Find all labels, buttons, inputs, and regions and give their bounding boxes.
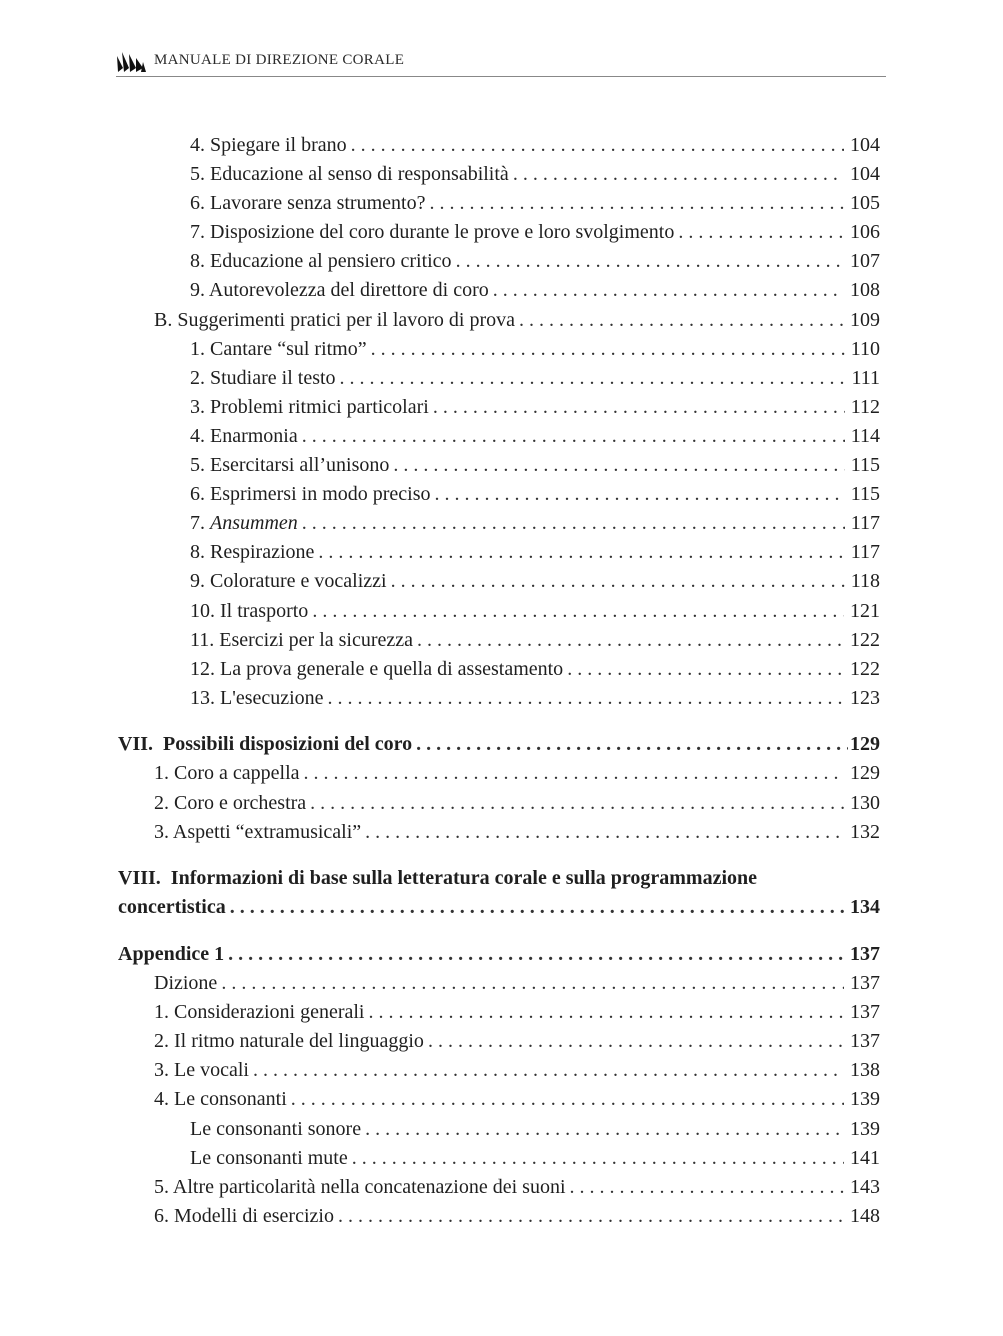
toc-entry-label: Modelli di esercizio bbox=[174, 1204, 334, 1227]
toc-entry-title bbox=[190, 597, 308, 626]
toc-entry-label: Le vocali bbox=[174, 1059, 249, 1082]
toc-entry-label: Dizione bbox=[154, 972, 218, 995]
toc-entry-label: La prova generale e quella di assestamento bbox=[220, 657, 564, 680]
toc-entry-label: Studiare il testo bbox=[210, 366, 336, 389]
toc-entry bbox=[118, 538, 880, 567]
toc-entry-number: 7. bbox=[190, 512, 205, 535]
toc-entry-label: Lavorare senza strumento? bbox=[210, 192, 426, 215]
toc-entry-number: 9. bbox=[190, 279, 205, 302]
toc-entry bbox=[118, 626, 880, 655]
toc-entry-title bbox=[190, 247, 452, 276]
running-header-title: MANUALE DI DIREZIONE CORALE bbox=[154, 52, 405, 68]
dot-leader bbox=[328, 684, 844, 713]
toc-entry-title bbox=[190, 1144, 348, 1173]
toc-entry-label: Esercizi per la sicurezza bbox=[219, 628, 414, 651]
toc-entry-label: Problemi ritmici particolari bbox=[210, 395, 429, 418]
dot-leader bbox=[302, 422, 845, 451]
toc-page-number: 109 bbox=[850, 308, 880, 331]
page-header bbox=[116, 44, 886, 77]
toc-entry bbox=[118, 335, 880, 364]
dot-leader bbox=[310, 789, 844, 818]
dot-leader bbox=[428, 1027, 844, 1056]
toc-entry-title bbox=[154, 789, 306, 818]
dot-leader bbox=[228, 940, 848, 969]
toc-page-number: 117 bbox=[850, 512, 880, 535]
toc-entry bbox=[118, 730, 880, 759]
toc-entry-number: 3. bbox=[154, 820, 169, 843]
dot-leader bbox=[433, 393, 845, 422]
dot-leader bbox=[253, 1056, 844, 1085]
toc-entry-title bbox=[154, 1173, 566, 1202]
dot-leader bbox=[291, 1085, 844, 1114]
toc-entry-title bbox=[190, 684, 324, 713]
toc-entry-number: 11. bbox=[190, 628, 215, 651]
toc-entry-title bbox=[118, 893, 226, 922]
toc-entry-title bbox=[190, 189, 425, 218]
toc-entry-title bbox=[154, 306, 515, 335]
toc-entry-number: VII. bbox=[118, 733, 154, 756]
toc-entry-label: Educazione al senso di responsabilità bbox=[210, 163, 509, 186]
toc-entry-label: Le consonanti sonore bbox=[190, 1117, 362, 1140]
toc-entry bbox=[118, 1173, 880, 1202]
dot-leader bbox=[302, 509, 845, 538]
toc-entry bbox=[118, 567, 880, 596]
toc-entry-number: 3. bbox=[154, 1059, 169, 1082]
dot-leader bbox=[371, 335, 845, 364]
toc-page-number: 122 bbox=[850, 628, 880, 651]
toc-entry bbox=[118, 131, 880, 160]
toc-page-number: 105 bbox=[850, 192, 880, 215]
toc-page-number: 134 bbox=[850, 896, 880, 919]
toc-entry-label: Possibili disposizioni del coro bbox=[163, 733, 413, 756]
dot-leader bbox=[230, 893, 848, 922]
toc-entry bbox=[118, 759, 880, 788]
toc-entry-label: Appendice 1 bbox=[118, 942, 225, 965]
dot-leader bbox=[567, 655, 844, 684]
dot-leader bbox=[318, 538, 844, 567]
toc-entry-title bbox=[154, 818, 361, 847]
toc-entry-title bbox=[190, 422, 298, 451]
dot-leader bbox=[493, 276, 844, 305]
toc-entry-label: Ansummen bbox=[210, 512, 298, 535]
toc-entry-title bbox=[154, 1027, 424, 1056]
toc-entry-title bbox=[190, 335, 367, 364]
toc-entry-title bbox=[190, 364, 336, 393]
toc-entry-title bbox=[118, 940, 224, 969]
toc-entry-number: 10. bbox=[190, 599, 215, 622]
toc-entry-label: L'esecuzione bbox=[220, 686, 324, 709]
toc-entry-number: 4. bbox=[190, 424, 205, 447]
toc-page-number: 137 bbox=[850, 942, 880, 965]
toc-entry-label: Il trasporto bbox=[220, 599, 309, 622]
toc-page-number: 122 bbox=[850, 657, 880, 680]
toc-entry-number: 1. bbox=[154, 762, 169, 785]
toc-page-number: 115 bbox=[850, 454, 880, 477]
toc-page-number: 139 bbox=[850, 1117, 880, 1140]
toc-entry-title bbox=[190, 538, 314, 567]
toc-entry-number: 5. bbox=[154, 1175, 169, 1198]
toc-page-number: 137 bbox=[850, 1030, 880, 1053]
toc-entry-title bbox=[190, 509, 298, 538]
toc-entry-number: 1. bbox=[154, 1001, 169, 1024]
toc-page-number: 114 bbox=[850, 424, 880, 447]
dot-leader bbox=[391, 567, 845, 596]
dot-leader bbox=[570, 1173, 844, 1202]
toc-entry-number: 9. bbox=[190, 570, 205, 593]
toc-entry-title bbox=[190, 626, 413, 655]
toc-entry-label: Altre particolarità nella concatenazione dei suoni bbox=[172, 1175, 566, 1198]
dot-leader bbox=[369, 998, 845, 1027]
toc-entry bbox=[118, 893, 880, 922]
toc-entry-title bbox=[154, 1202, 334, 1231]
toc-page-number: 123 bbox=[850, 686, 880, 709]
toc-entry bbox=[118, 864, 880, 893]
toc-entry bbox=[118, 393, 880, 422]
toc-entry-number: 5. bbox=[190, 163, 205, 186]
toc-entry bbox=[118, 218, 880, 247]
toc-entry-title bbox=[190, 451, 389, 480]
toc-entry-number: 8. bbox=[190, 250, 205, 273]
toc-entry bbox=[118, 480, 880, 509]
toc-entry-title bbox=[190, 655, 563, 684]
toc-entry bbox=[118, 940, 880, 969]
dot-leader bbox=[338, 1202, 844, 1231]
toc-entry bbox=[118, 655, 880, 684]
toc-page-number: 108 bbox=[850, 279, 880, 302]
toc-page-number: 104 bbox=[850, 163, 880, 186]
dot-leader bbox=[435, 480, 845, 509]
toc-entry-number: 2. bbox=[154, 791, 169, 814]
toc-entry-label: Autorevolezza del direttore di coro bbox=[208, 279, 489, 302]
toc-entry-number: 6. bbox=[154, 1204, 169, 1227]
toc-page-number: 110 bbox=[850, 337, 880, 360]
toc-entry-title bbox=[154, 759, 300, 788]
toc-entry-number: 4. bbox=[190, 134, 205, 156]
toc-page-number: 111 bbox=[851, 366, 880, 389]
toc-entry-title bbox=[190, 567, 387, 596]
toc-page-number: 107 bbox=[850, 250, 880, 273]
toc-entry-label: Considerazioni generali bbox=[174, 1001, 365, 1024]
toc-page-number: 137 bbox=[850, 1001, 880, 1024]
toc-entry bbox=[118, 306, 880, 335]
toc-entry-label: Le consonanti bbox=[174, 1088, 287, 1111]
dot-leader bbox=[417, 626, 844, 655]
dot-leader bbox=[352, 1144, 844, 1173]
toc-page-number: 129 bbox=[850, 733, 880, 756]
toc-entry bbox=[118, 509, 880, 538]
toc-entry-number: 13. bbox=[190, 686, 215, 709]
toc-entry-title bbox=[118, 864, 757, 893]
toc-entry-title bbox=[190, 393, 429, 422]
toc-page-number: 115 bbox=[850, 483, 880, 506]
toc-entry-number: B. bbox=[154, 308, 173, 331]
toc-entry-label: Respirazione bbox=[210, 541, 315, 564]
toc-entry bbox=[118, 998, 880, 1027]
toc-entry-title bbox=[154, 1056, 249, 1085]
toc-entry-label: Disposizione del coro durante le prove e loro svolgimento bbox=[210, 221, 675, 244]
toc-page-number: 121 bbox=[850, 599, 880, 622]
toc-entry-title bbox=[190, 276, 489, 305]
dot-leader bbox=[513, 160, 844, 189]
toc-page-number: 104 bbox=[850, 134, 880, 156]
toc-entry-title bbox=[190, 160, 509, 189]
toc-entry bbox=[118, 969, 880, 998]
toc-entry-title bbox=[190, 480, 431, 509]
toc-entry bbox=[118, 247, 880, 276]
toc-entry-label: Informazioni di base sulla letteratura corale e sulla programmazione bbox=[170, 867, 758, 890]
toc-entry-label: Le consonanti mute bbox=[190, 1146, 348, 1169]
toc-entry-number: 2. bbox=[190, 366, 205, 389]
toc-entry-title bbox=[154, 1085, 287, 1114]
toc-entry-label: Suggerimenti pratici per il lavoro di prova bbox=[177, 308, 516, 331]
dot-leader bbox=[365, 818, 844, 847]
toc-page-number: 141 bbox=[850, 1146, 880, 1169]
toc-entry bbox=[118, 1144, 880, 1173]
toc-entry bbox=[118, 597, 880, 626]
toc-page-number: 118 bbox=[850, 570, 880, 593]
dot-leader bbox=[456, 247, 844, 276]
toc-entry-label: Aspetti “extramusicali” bbox=[172, 820, 362, 843]
toc-entry-number: 8. bbox=[190, 541, 205, 564]
toc-page-number: 117 bbox=[850, 541, 880, 564]
toc-page-number: 143 bbox=[850, 1175, 880, 1198]
toc-entry-number: 7. bbox=[190, 221, 205, 244]
toc-page-number: 139 bbox=[850, 1088, 880, 1111]
toc-entry-title bbox=[190, 131, 347, 160]
toc-entry-label: concertistica bbox=[118, 896, 226, 919]
toc-entry-number: 2. bbox=[154, 1030, 169, 1053]
dot-leader bbox=[304, 759, 845, 788]
dot-leader bbox=[365, 1115, 844, 1144]
toc-entry bbox=[118, 1115, 880, 1144]
toc-entry bbox=[118, 364, 880, 393]
toc-entry bbox=[118, 684, 880, 713]
toc-entry-label: Enarmonia bbox=[210, 424, 298, 447]
toc-entry-number: 4. bbox=[154, 1088, 169, 1111]
dot-leader bbox=[351, 131, 844, 160]
toc-page-number: 112 bbox=[850, 395, 880, 418]
toc-page-number: 129 bbox=[850, 762, 880, 785]
toc-entry-title bbox=[190, 218, 674, 247]
dot-leader bbox=[519, 306, 844, 335]
toc-entry bbox=[118, 1056, 880, 1085]
toc-page-number: 132 bbox=[850, 820, 880, 843]
toc-entry-number: 5. bbox=[190, 454, 205, 477]
toc-entry-number: VIII. bbox=[118, 867, 161, 890]
toc-page-number: 138 bbox=[850, 1059, 880, 1082]
toc-entry-label: Esercitarsi all’unisono bbox=[210, 454, 390, 477]
toc-entry bbox=[118, 451, 880, 480]
publisher-logo-icon bbox=[116, 50, 146, 72]
toc-page-number: 130 bbox=[850, 791, 880, 814]
dot-leader bbox=[393, 451, 844, 480]
toc-entry bbox=[118, 1027, 880, 1056]
dot-leader bbox=[312, 597, 844, 626]
toc-entry bbox=[118, 189, 880, 218]
dot-leader bbox=[340, 364, 846, 393]
dot-leader bbox=[429, 189, 844, 218]
dot-leader bbox=[221, 969, 844, 998]
toc-entry-title bbox=[154, 969, 217, 998]
toc-entry-label: Educazione al pensiero critico bbox=[210, 250, 452, 273]
toc-page-number: 137 bbox=[850, 972, 880, 995]
toc-entry-number: 6. bbox=[190, 192, 205, 215]
toc-entry bbox=[118, 160, 880, 189]
toc-page-number: 148 bbox=[850, 1204, 880, 1227]
toc-entry-title bbox=[190, 1115, 361, 1144]
toc-entry-label: Coro a cappella bbox=[174, 762, 300, 785]
toc-entry-label: Cantare “sul ritmo” bbox=[210, 337, 367, 360]
dot-leader bbox=[416, 730, 848, 759]
toc-entry bbox=[118, 789, 880, 818]
toc-entry-label: Coro e orchestra bbox=[174, 791, 307, 814]
toc-entry bbox=[118, 1085, 880, 1114]
toc-entry bbox=[118, 276, 880, 305]
toc-entry-label: Il ritmo naturale del linguaggio bbox=[174, 1030, 424, 1053]
toc-entry-number: 1. bbox=[190, 337, 205, 360]
toc-page-number: 106 bbox=[850, 221, 880, 244]
toc-entry bbox=[118, 818, 880, 847]
toc-entry-title bbox=[154, 998, 365, 1027]
toc-entry bbox=[118, 1202, 880, 1231]
toc-entry-label: Colorature e vocalizzi bbox=[210, 570, 387, 593]
toc-entry-number: 6. bbox=[190, 483, 205, 506]
table-of-contents bbox=[118, 131, 880, 1231]
toc-entry-label: Esprimersi in modo preciso bbox=[210, 483, 431, 506]
toc-entry-number: 3. bbox=[190, 395, 205, 418]
toc-entry-label: Spiegare il brano bbox=[210, 134, 347, 156]
toc-entry-title bbox=[118, 730, 412, 759]
dot-leader bbox=[678, 218, 844, 247]
toc-entry bbox=[118, 422, 880, 451]
toc-entry-number: 12. bbox=[190, 657, 215, 680]
